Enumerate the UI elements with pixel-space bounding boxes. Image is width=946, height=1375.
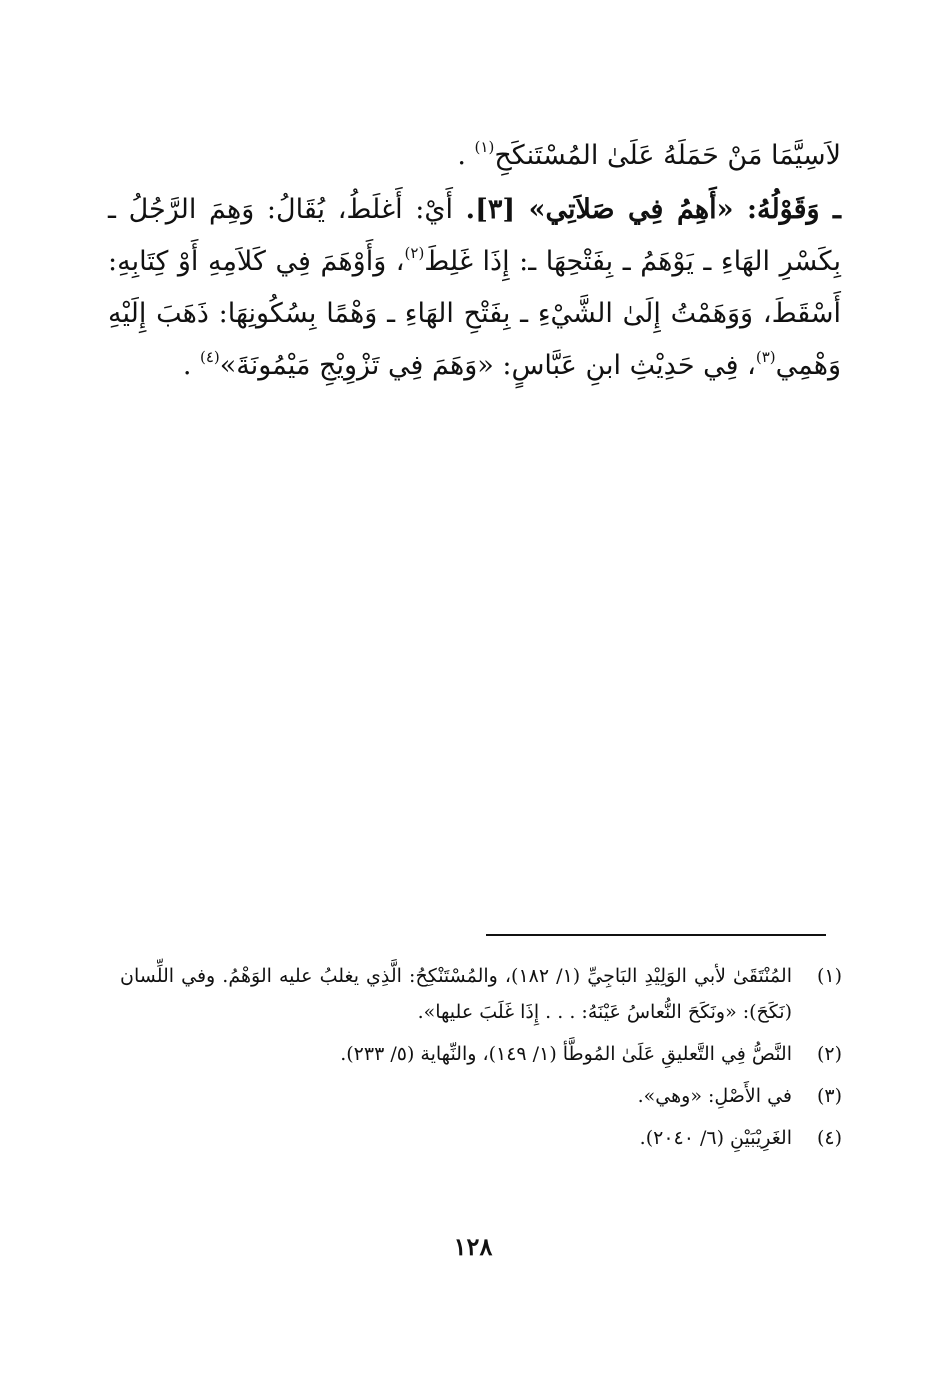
footnote-1 <box>120 958 842 1030</box>
page-number: ١٢٨ <box>453 1232 493 1261</box>
footnote-number: (١) <box>816 965 842 987</box>
footnote-divider <box>486 934 826 936</box>
paragraph-2-part-b: ، وَأَوْهَمَ فِي كَلاَمِهِ أَوْ كِتَابِهِ: أَسْقَطَ، وَوَهَمْتُ إِلَىٰ الشَّيْءِ ـ بِفَتْحِ الهَاءِ ـ وَهْمًا بِسُكُونِهَا: ذَهَبَ إِلَيْهِ وَهْمِي <box>108 246 841 381</box>
paragraph-1 <box>108 130 841 182</box>
footnote-3 <box>120 1078 842 1114</box>
paragraph-2-part-a: أَيْ: أَغلَطُ، يُقَالُ: وَهِمَ الرَّجُلُ ـ بِكَسْرِ الهَاءِ ـ يَوْهَمُ ـ بِفَتْحِهَا ـ: إِذَا غَلِطَ <box>108 194 841 277</box>
line-1-end: . <box>457 140 466 171</box>
footnote-4 <box>120 1120 842 1156</box>
footnote-ref-1: (١) <box>474 138 495 156</box>
footnote-number: (٢) <box>816 1043 842 1065</box>
footnote-text: الغَرِيْبَيْنِ (٦/ ٢٠٤٠). <box>639 1127 792 1149</box>
paragraph-2 <box>108 184 841 392</box>
paragraph-2-part-c: ، فِي حَدِيْثِ ابنِ عَبَّاسٍ: «وَهَمَ فِي تَزْوِيْجِ مَيْمُونَةَ» <box>219 350 756 381</box>
footnote-ref-3: (٣) <box>755 348 776 366</box>
footnote-ref-4: (٤) <box>200 348 220 366</box>
paragraph-2-end: . <box>182 350 192 381</box>
footnote-number: (٤) <box>816 1127 842 1149</box>
main-text <box>108 130 841 392</box>
footnote-text: المُنْتَقَىٰ لأبي الوَلِيْدِ البَاجِيِّ (١/ ١٨٢)، والمُسْتَنْكِحُ: الَّذِي يغلبُ عليه الوَهْمُ. وفي اللِّسان (نَكَحَ): «ونَكَحَ النُّعاسُ عَيْنَهُ: . . . إِذَا غَلَبَ عليها». <box>120 965 792 1023</box>
line-1-text: لاَسِيَّمَا مَنْ حَمَلَهُ عَلَىٰ المُسْتَنكَحِ <box>494 140 841 171</box>
footnote-number: (٣) <box>816 1085 842 1107</box>
footnote-text: النَّصُّ فِي التَّعليقِ عَلَىٰ المُوطَّأ (١/ ١٤٩)، والنِّهاية (٥/ ٢٣٣). <box>340 1043 792 1065</box>
footnote-text: في الأَصْلِ: «وهي». <box>637 1085 792 1107</box>
footnote-2 <box>120 1036 842 1072</box>
footnote-ref-2: (٢) <box>404 244 425 262</box>
quoted-phrase: ـ وَقَوْلُهُ: «أَهِمُ فِي صَلاَتِي» [٣]. <box>465 194 841 225</box>
footnotes <box>120 958 842 1162</box>
